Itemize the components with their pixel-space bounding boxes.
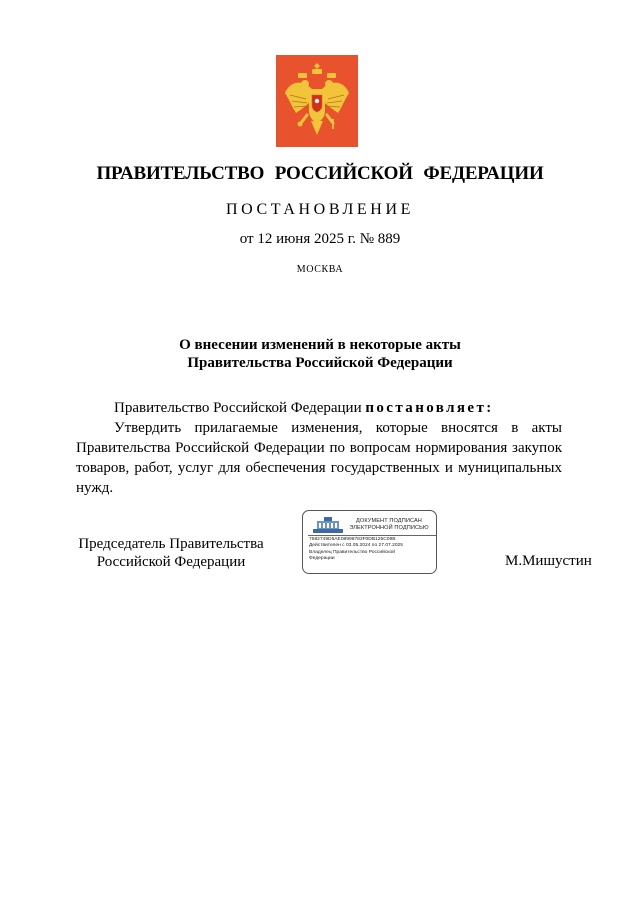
document-type: ПОСТАНОВЛЕНИЕ bbox=[226, 201, 414, 218]
russian-coat-of-arms-icon bbox=[276, 55, 358, 147]
document-date-number: от 12 июня 2025 г. № 889 bbox=[239, 231, 401, 247]
signatory-role bbox=[60, 535, 282, 571]
stamp-serial: 7582749D5AE08996783F0DB125C09B bbox=[309, 537, 396, 542]
stamp-details bbox=[309, 537, 435, 563]
subject-line-1: О внесении изменений в некоторые акты bbox=[179, 337, 461, 353]
resolves-word: постановляет: bbox=[365, 400, 494, 416]
document-place: МОСКВА bbox=[296, 264, 344, 275]
document-body bbox=[76, 398, 562, 498]
electronic-signature-stamp bbox=[302, 510, 437, 574]
government-title: ПРАВИТЕЛЬСТВО РОССИЙСКОЙ ФЕДЕРАЦИИ bbox=[96, 163, 544, 184]
intro-paragraph bbox=[76, 398, 562, 418]
intro-text: Правительство Российской Федерации bbox=[114, 400, 366, 416]
document-subject bbox=[0, 336, 640, 372]
government-building-icon bbox=[312, 516, 344, 534]
signatory-name: М.Мишустин bbox=[505, 553, 592, 569]
stamp-title-line-2: ЭЛЕКТРОННОЙ ПОДПИСЬЮ bbox=[349, 525, 429, 531]
stamp-owner-line-1: Владелец Правительство Российской bbox=[309, 549, 395, 555]
stamp-divider bbox=[308, 535, 436, 536]
main-paragraph: Утвердить прилагаемые изменения, которые вносятся в акты Правительства Российской Федерации по вопросам нормирования закупок товаров, работ, услуг для обеспечения государственных и муниципальных нужд. bbox=[76, 420, 562, 496]
signatory-role-line-2: Российской Федерации bbox=[96, 554, 246, 570]
stamp-owner-line-2: Федерации bbox=[309, 556, 335, 562]
stamp-validity: Действителен с 03.05.2024 по 27.07.2025 bbox=[309, 543, 403, 549]
stamp-title bbox=[343, 518, 435, 532]
signatory-role-line-1: Председатель Правительства bbox=[78, 536, 264, 552]
subject-line-2: Правительства Российской Федерации bbox=[187, 355, 453, 371]
stamp-title-line-1: ДОКУМЕНТ ПОДПИСАН bbox=[356, 518, 422, 524]
